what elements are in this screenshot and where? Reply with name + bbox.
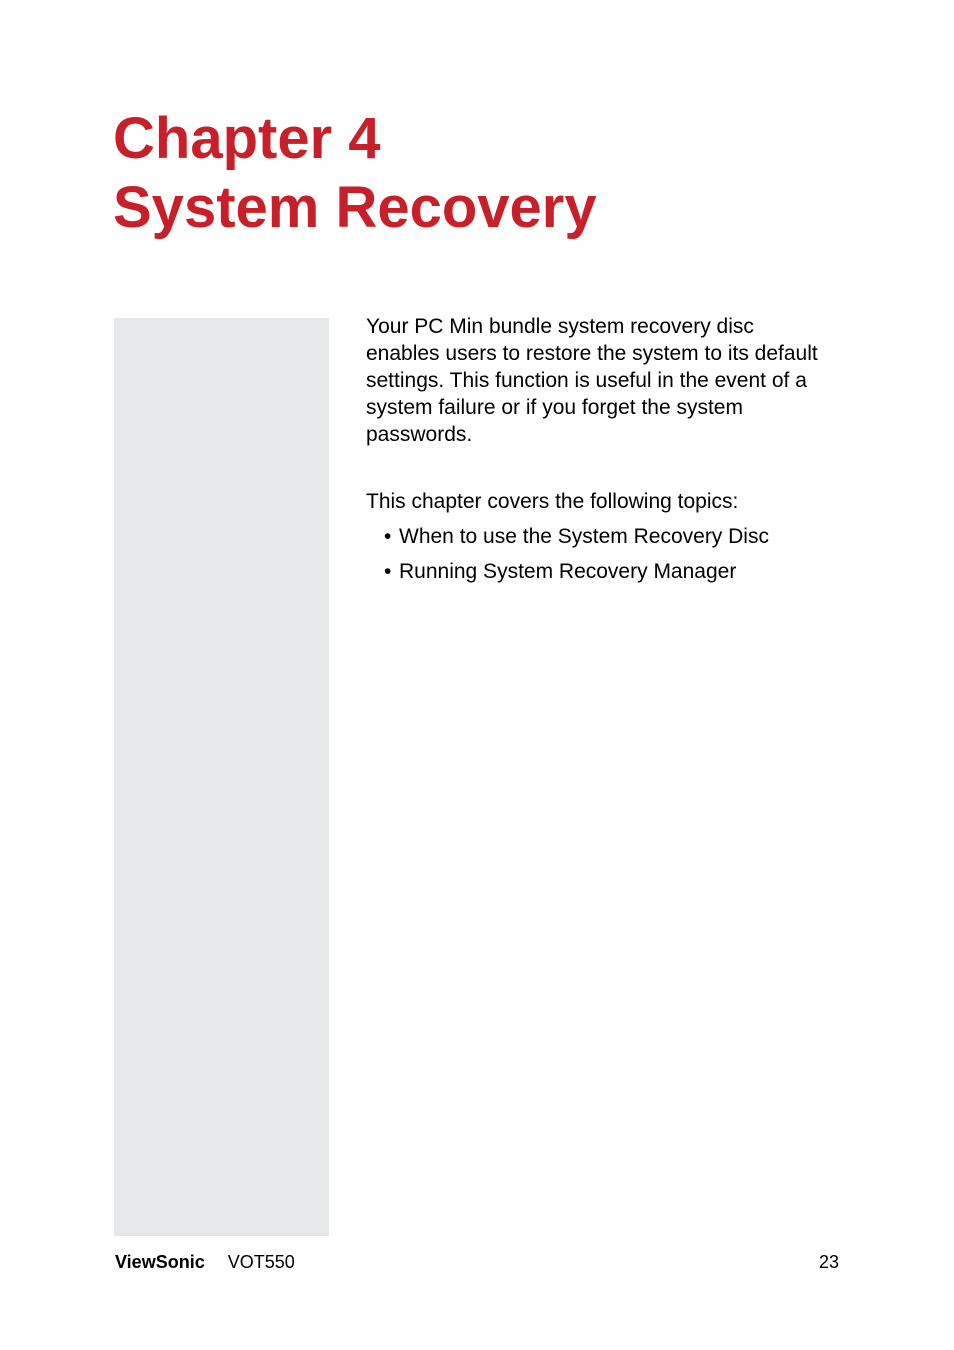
topic-label: Running System Recovery Manager (399, 560, 737, 583)
page-footer (115, 1251, 839, 1273)
page-number: 23 (818, 1252, 839, 1272)
chapter-title (113, 104, 597, 242)
list-item (384, 523, 826, 550)
topics-list (366, 523, 826, 585)
chapter-number: Chapter 4 (113, 106, 381, 171)
chapter-name: System Recovery (113, 175, 597, 240)
bullet-icon: • (384, 560, 392, 583)
intro-paragraph: Your PC Min bundle system recovery disc enables users to restore the system to its default settings. This function is useful in the event of a system failure or if you forget the system passwords. (366, 315, 818, 446)
bullet-icon: • (384, 525, 392, 548)
topics-lead: This chapter covers the following topics: (366, 490, 739, 513)
chapter-body (366, 313, 826, 593)
brand-name: ViewSonic (115, 1252, 205, 1272)
list-item (384, 558, 826, 585)
side-panel (114, 318, 329, 1236)
topic-label: When to use the System Recovery Disc (399, 525, 769, 548)
model-name: VOT550 (227, 1252, 295, 1272)
